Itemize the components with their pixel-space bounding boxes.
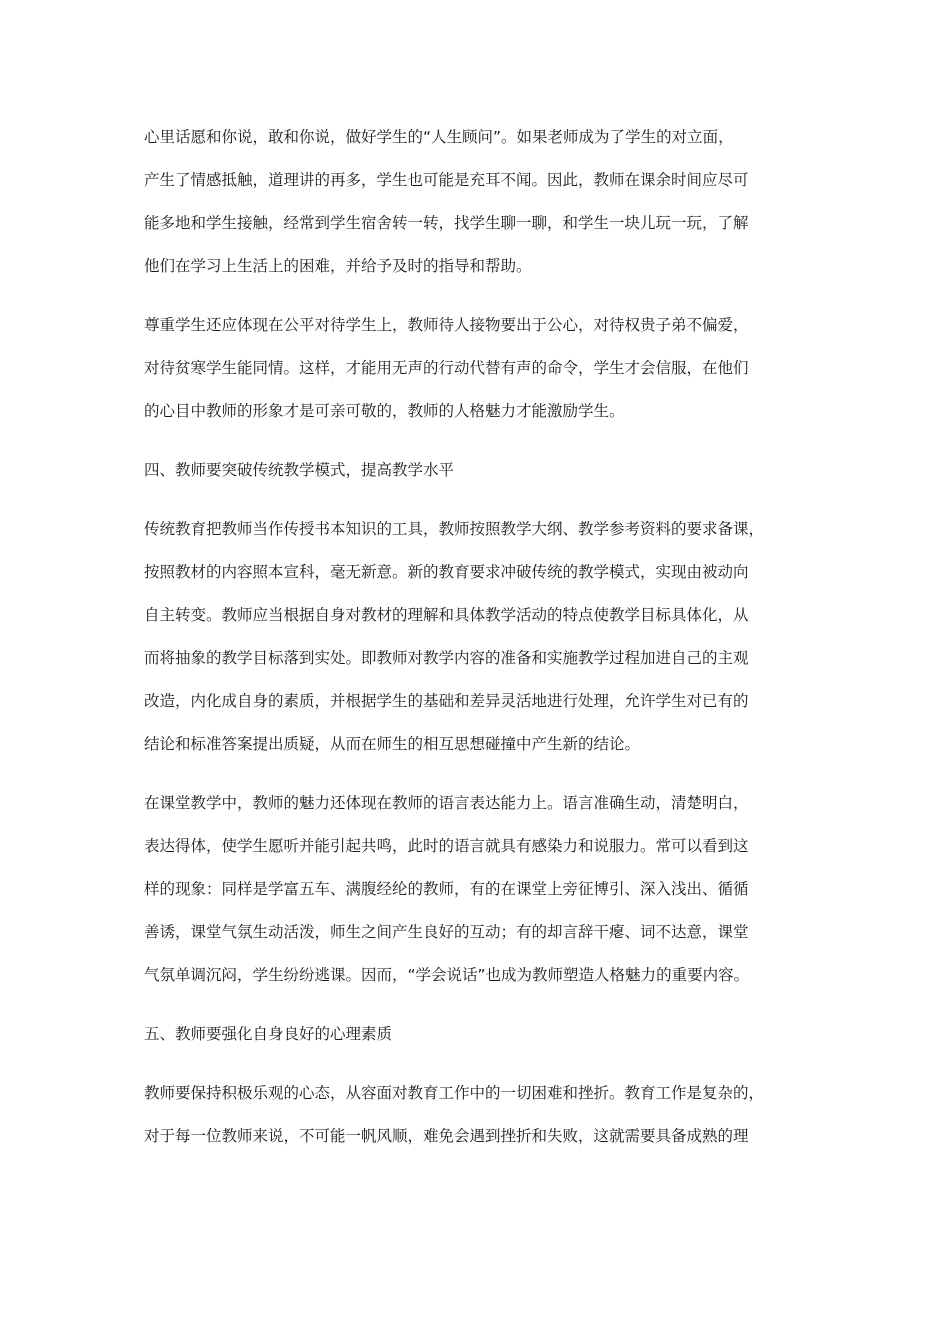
text-line: 自主转变。教师应当根据自身对教材的理解和具体教学活动的特点使教学目标具体化，从 (144, 606, 749, 624)
text-line: 表达得体，使学生愿听并能引起共鸣，此时的语言就具有感染力和说服力。常可以看到这 (144, 837, 749, 855)
text-line: 按照教材的内容照本宣科，毫无新意。新的教育要求冲破传统的教学模式，实现由被动向 (144, 563, 749, 581)
heading-text: 四、教师要突破传统教学模式，提高教学水平 (144, 461, 455, 479)
section-heading-5 (144, 1013, 814, 1056)
paragraph-3 (144, 508, 814, 766)
text-line: 能多地和学生接触，经常到学生宿舍转一转，找学生聊一聊，和学生一块儿玩一玩，了解 (144, 214, 749, 232)
text-line: 对于每一位教师来说，不可能一帆风顺，难免会遇到挫折和失败，这就需要具备成熟的理 (144, 1127, 749, 1145)
text-line: 在课堂教学中，教师的魅力还体现在教师的语言表达能力上。语言准确生动，清楚明白， (144, 794, 749, 812)
text-line: 对待贫寒学生能同情。这样，才能用无声的行动代替有声的命令，学生才会信服，在他们 (144, 359, 749, 377)
text-line: 心里话愿和你说，敢和你说，做好学生的“人生顾问”。如果老师成为了学生的对立面， (144, 128, 734, 146)
document-body (144, 116, 814, 1158)
heading-text: 五、教师要强化自身良好的心理素质 (144, 1025, 393, 1043)
text-line: 他们在学习上生活上的困难，并给予及时的指导和帮助。 (144, 257, 532, 275)
text-line: 善诱，课堂气氛生动活泼，师生之间产生良好的互动；有的却言辞干瘪、词不达意，课堂 (144, 923, 749, 941)
paragraph-2 (144, 304, 814, 433)
paragraph-4 (144, 782, 814, 997)
text-line: 改造，内化成自身的素质，并根据学生的基础和差异灵活地进行处理，允许学生对已有的 (144, 692, 749, 710)
text-line: 结论和标准答案提出质疑，从而在师生的相互思想碰撞中产生新的结论。 (144, 735, 641, 753)
text-line: 产生了情感抵触，道理讲的再多，学生也可能是充耳不闻。因此，教师在课余时间应尽可 (144, 171, 749, 189)
text-line: 的心目中教师的形象才是可亲可敬的，教师的人格魅力才能激励学生。 (144, 402, 625, 420)
text-line: 尊重学生还应体现在公平对待学生上，教师待人接物要出于公心，对待权贵子弟不偏爱， (144, 316, 749, 334)
paragraph-5 (144, 1072, 814, 1158)
text-line: 而将抽象的教学目标落到实处。即教师对教学内容的准备和实施教学过程加进自己的主观 (144, 649, 749, 667)
text-line: 传统教育把教师当作传授书本知识的工具，教师按照教学大纲、教学参考资料的要求备课， (144, 520, 765, 538)
text-line: 教师要保持积极乐观的心态，从容面对教育工作中的一切困难和挫折。教育工作是复杂的， (144, 1084, 765, 1102)
text-line: 气氛单调沉闷，学生纷纷逃课。因而，“学会说话”也成为教师塑造人格魅力的重要内容。 (144, 966, 750, 984)
paragraph-1 (144, 116, 814, 288)
text-line: 样的现象：同样是学富五车、满腹经纶的教师，有的在课堂上旁征博引、深入浅出、循循 (144, 880, 749, 898)
section-heading-4 (144, 449, 814, 492)
